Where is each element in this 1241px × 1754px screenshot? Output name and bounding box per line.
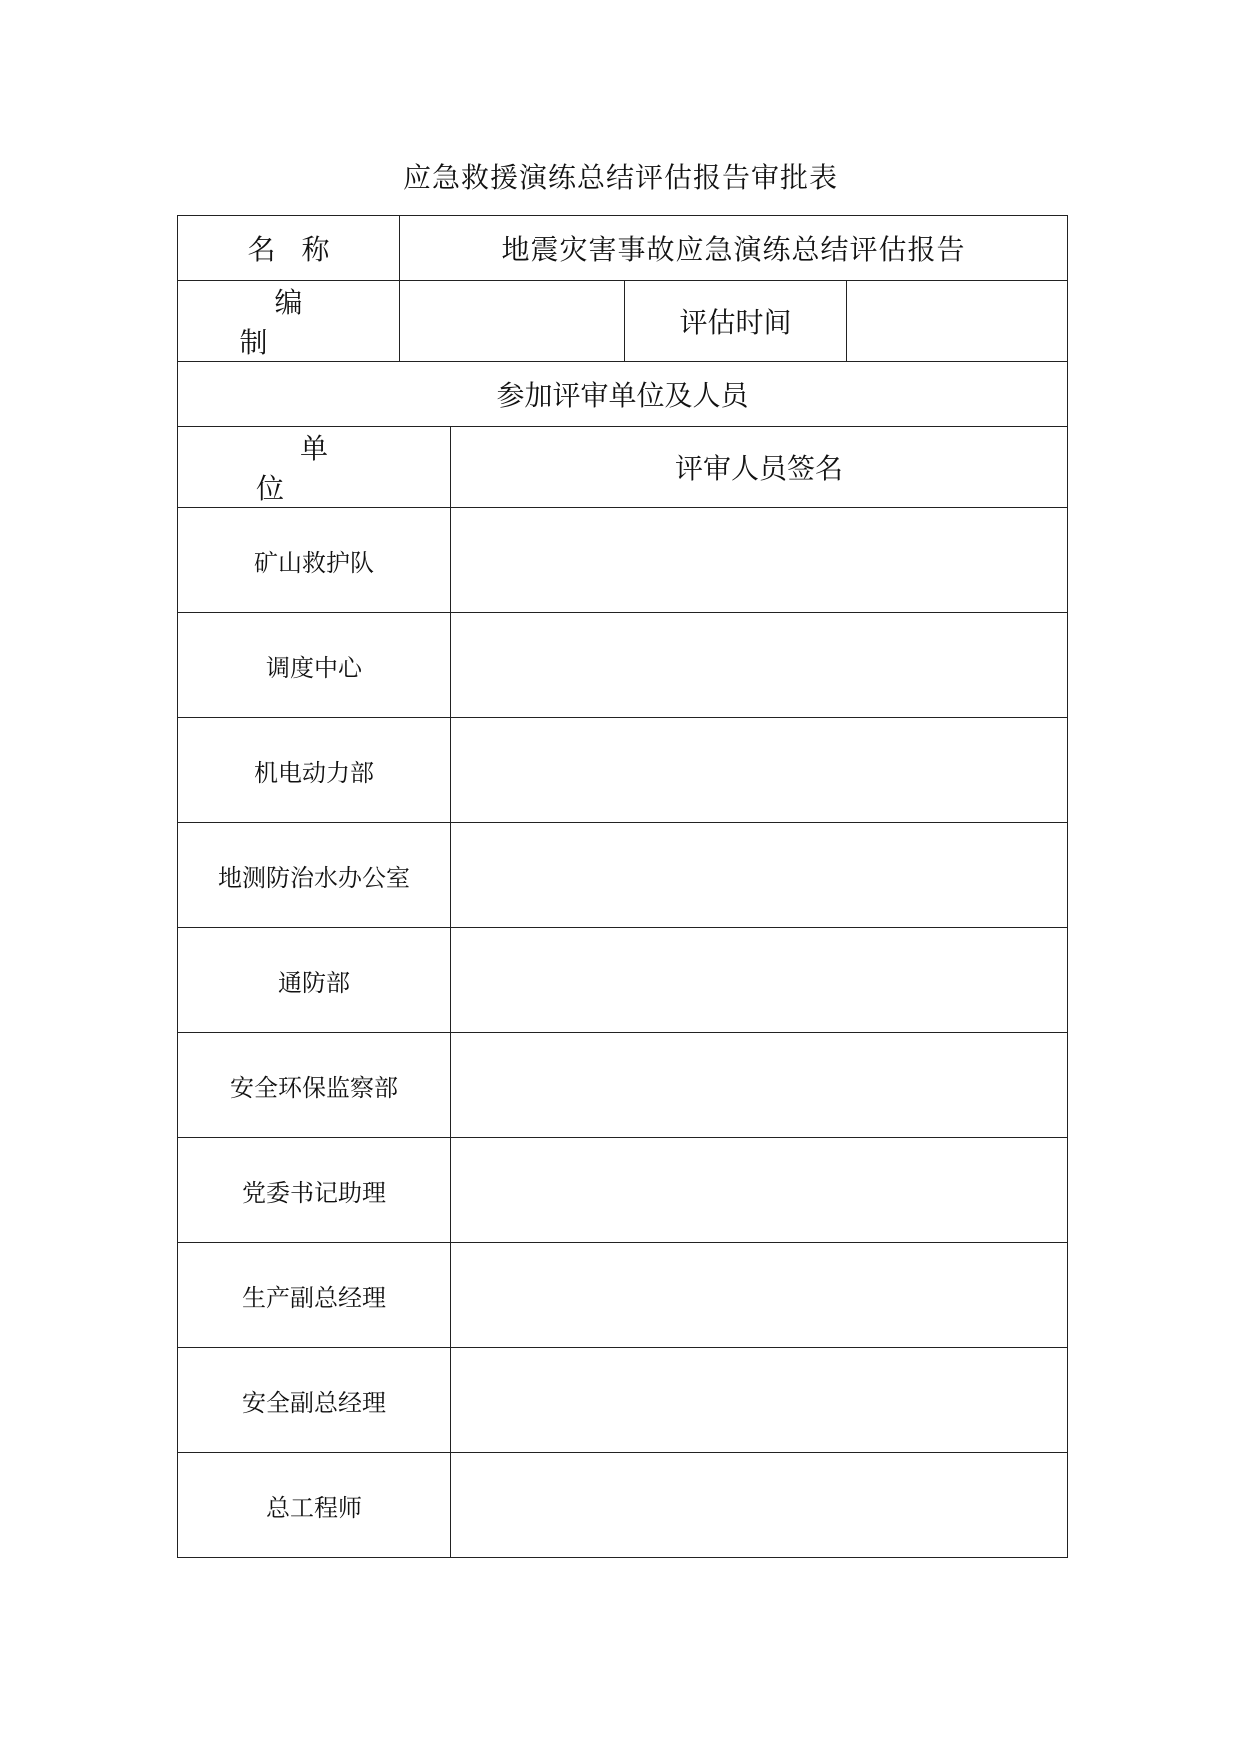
unit-name: 党委书记助理 [178, 1138, 451, 1243]
table-row [178, 1033, 1068, 1138]
name-label-cell [178, 216, 400, 281]
table-row [178, 823, 1068, 928]
unit-column-header-cell [178, 427, 451, 508]
signature-field[interactable] [451, 508, 1068, 613]
table-row [178, 508, 1068, 613]
unit-name: 安全副总经理 [178, 1348, 451, 1453]
unit-name: 矿山救护队 [178, 508, 451, 613]
table-row [178, 1453, 1068, 1558]
unit-name: 调度中心 [178, 613, 451, 718]
report-name: 地震灾害事故应急演练总结评估报告 [501, 233, 966, 266]
unit-name: 地测防治水办公室 [178, 823, 451, 928]
eval-time-value-field[interactable] [847, 281, 1068, 362]
eval-time-label-cell [625, 281, 847, 362]
author-label-cell [178, 281, 400, 362]
signature-field[interactable] [451, 823, 1068, 928]
signature-field[interactable] [451, 718, 1068, 823]
unit-name: 总工程师 [178, 1453, 451, 1558]
table-row [178, 613, 1068, 718]
signature-column-header: 评审人员签名 [451, 427, 1068, 508]
table-row [178, 1243, 1068, 1348]
author-value-field[interactable] [400, 281, 625, 362]
table-row [178, 718, 1068, 823]
report-name-cell [400, 216, 1068, 281]
unit-column-header: 单位 [255, 432, 416, 505]
signature-field[interactable] [451, 1033, 1068, 1138]
approval-form-table [177, 215, 1068, 1558]
name-row [178, 216, 1068, 281]
table-row [178, 1138, 1068, 1243]
signature-field[interactable] [451, 1138, 1068, 1243]
author-row [178, 281, 1068, 362]
unit-name: 安全环保监察部 [178, 1033, 451, 1138]
signature-field[interactable] [451, 1348, 1068, 1453]
unit-name: 机电动力部 [178, 718, 451, 823]
unit-name: 生产副总经理 [178, 1243, 451, 1348]
author-label: 编制 [239, 286, 373, 359]
column-header-row [178, 427, 1068, 508]
table-row [178, 928, 1068, 1033]
signature-field[interactable] [451, 928, 1068, 1033]
name-label: 名称 [247, 233, 356, 266]
page-title: 应急救援演练总结评估报告审批表 [402, 161, 838, 194]
participants-heading-row [178, 362, 1068, 427]
eval-time-label: 评估时间 [679, 306, 792, 339]
participants-heading: 参加评审单位及人员 [178, 362, 1068, 427]
signature-field[interactable] [451, 613, 1068, 718]
signature-field[interactable] [451, 1453, 1068, 1558]
signature-field[interactable] [451, 1243, 1068, 1348]
table-row [178, 1348, 1068, 1453]
unit-name: 通防部 [178, 928, 451, 1033]
